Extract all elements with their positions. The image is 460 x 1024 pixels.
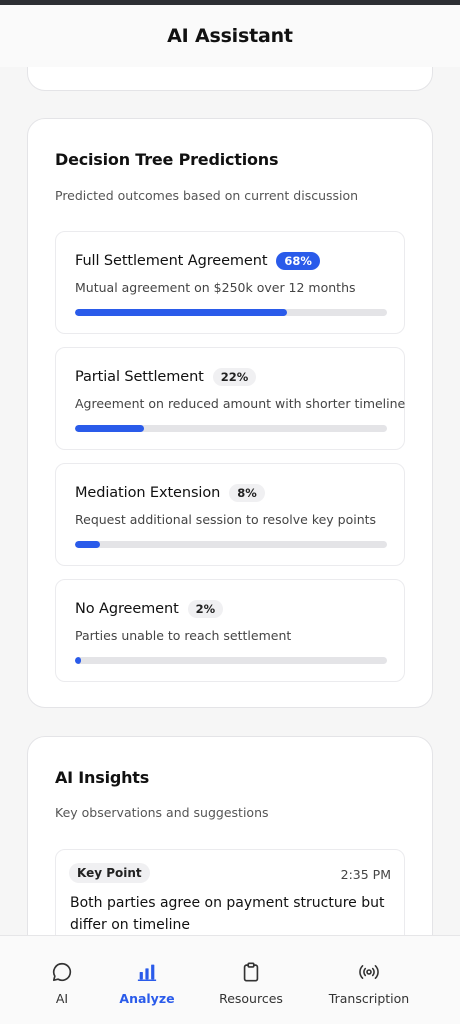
- probability-bar-fill: [75, 309, 287, 316]
- nav-label: Analyze: [119, 991, 175, 1006]
- probability-badge: 22%: [213, 368, 257, 386]
- nav-analyze[interactable]: [112, 936, 182, 1024]
- clipboard-icon: [239, 960, 263, 984]
- scroll-content[interactable]: [0, 67, 460, 935]
- nav-label: AI: [55, 991, 69, 1006]
- insight-timestamp: 2:35 PM: [340, 867, 391, 882]
- insight-item[interactable]: [55, 849, 405, 935]
- outcome-description: Request additional session to resolve key points: [75, 512, 377, 527]
- broadcast-icon: [357, 960, 381, 984]
- probability-badge: 2%: [188, 600, 224, 618]
- probability-bar-fill: [75, 425, 144, 432]
- probability-bar: [75, 541, 387, 548]
- predictions-title: Decision Tree Predictions: [55, 150, 279, 169]
- nav-transcription[interactable]: [320, 936, 418, 1024]
- nav-ai[interactable]: [27, 936, 97, 1024]
- probability-bar-fill: [75, 657, 81, 664]
- bottom-navigation: [0, 935, 460, 1024]
- outcome-description: Mutual agreement on $250k over 12 months: [75, 280, 356, 295]
- insight-tag: Key Point: [69, 863, 150, 883]
- chat-bubble-icon: [50, 960, 74, 984]
- nav-label: Resources: [219, 991, 283, 1006]
- outcome-full-settlement[interactable]: [55, 231, 405, 334]
- decision-tree-predictions-card: [27, 118, 433, 708]
- outcome-description: Parties unable to reach settlement: [75, 628, 292, 643]
- outcome-partial-settlement[interactable]: [55, 347, 405, 450]
- outcome-title: Mediation Extension: [75, 485, 221, 501]
- outcome-title: Full Settlement Agreement: [75, 253, 268, 269]
- probability-badge: 8%: [229, 484, 265, 502]
- previous-card: [27, 67, 433, 91]
- app-header: [0, 5, 460, 67]
- predictions-subtitle: Predicted outcomes based on current discussion: [55, 188, 359, 203]
- outcome-title: No Agreement: [75, 601, 179, 617]
- outcome-description: Agreement on reduced amount with shorter timeline: [75, 396, 406, 411]
- probability-badge: 68%: [276, 252, 320, 270]
- bar-chart-icon: [135, 960, 159, 984]
- outcome-mediation-extension[interactable]: [55, 463, 405, 566]
- insight-text: Both parties agree on payment structure but differ on timeline: [70, 895, 385, 933]
- page-title: AI Assistant: [167, 25, 293, 47]
- nav-label: Transcription: [328, 991, 410, 1006]
- insights-title: AI Insights: [55, 768, 150, 787]
- outcome-no-agreement[interactable]: [55, 579, 405, 682]
- probability-bar-fill: [75, 541, 100, 548]
- probability-bar: [75, 657, 387, 664]
- nav-resources[interactable]: [211, 936, 291, 1024]
- probability-bar: [75, 309, 387, 316]
- probability-bar: [75, 425, 387, 432]
- outcome-title: Partial Settlement: [75, 369, 204, 385]
- insights-subtitle: Key observations and suggestions: [55, 805, 269, 820]
- ai-insights-card: [27, 736, 433, 935]
